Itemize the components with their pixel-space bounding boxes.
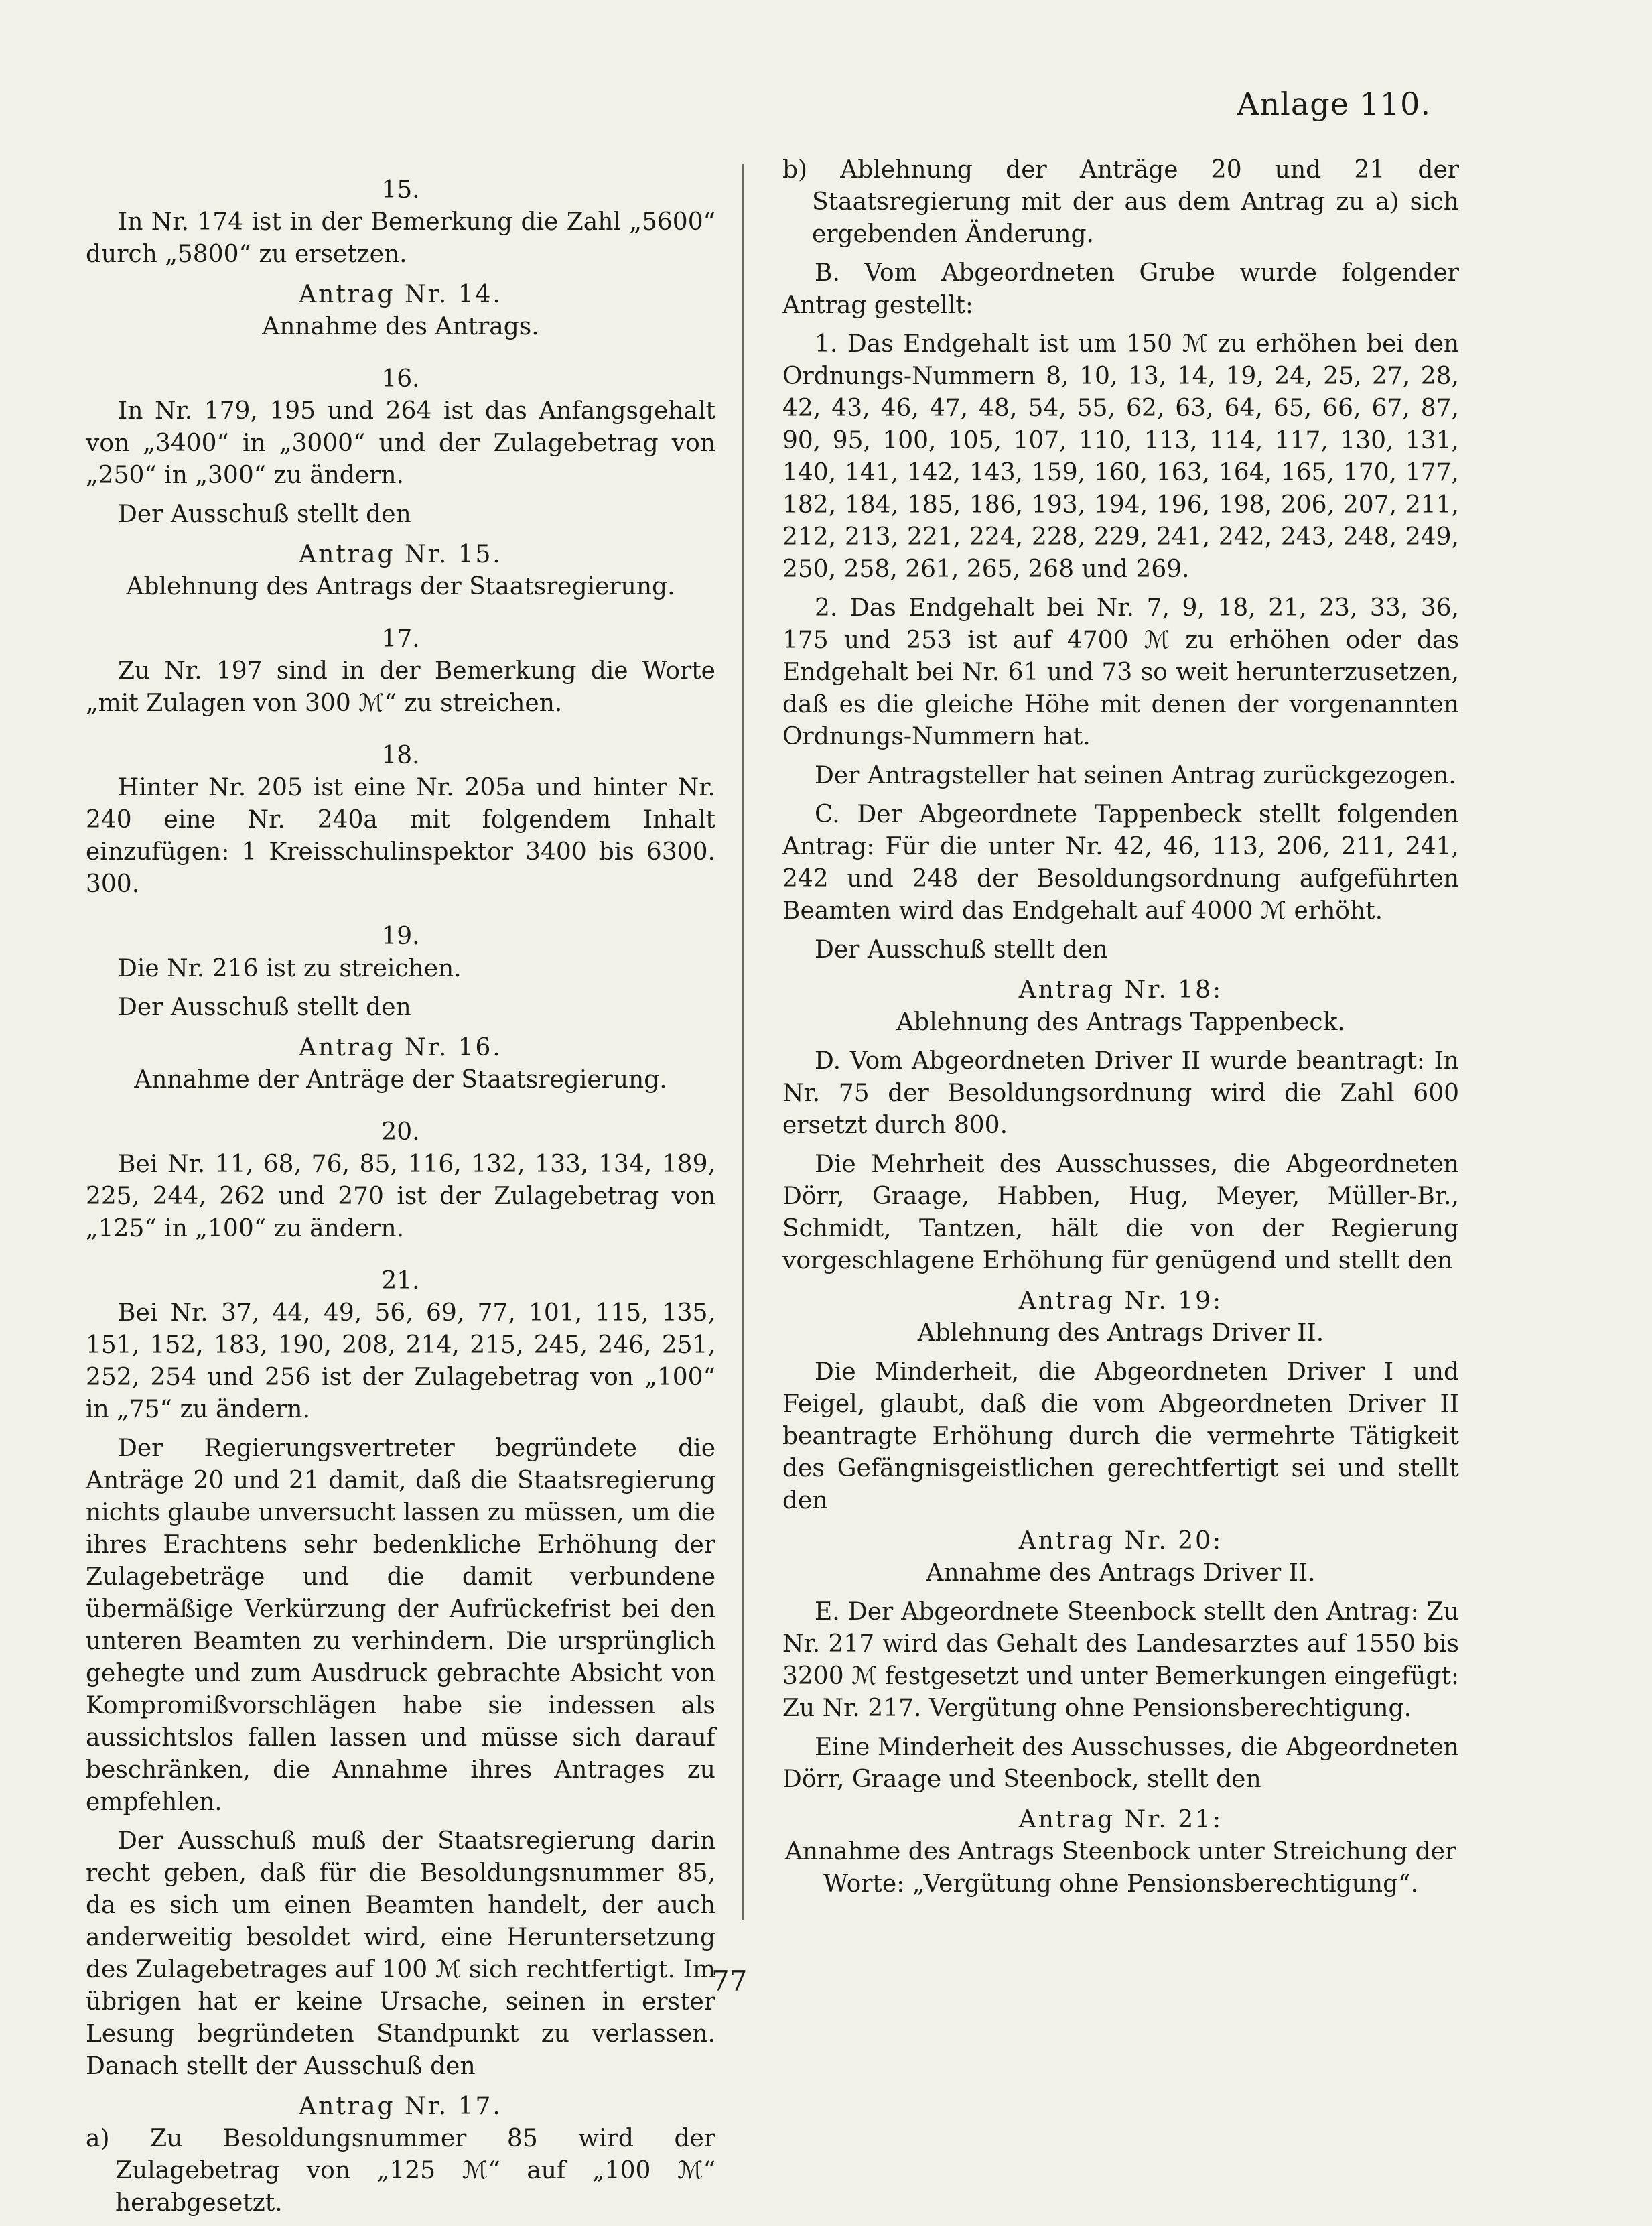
paragraph: Bei Nr. 11, 68, 76, 85, 116, 132, 133, 134, 189, 225, 244, 262 und 270 ist der Zulagebetrag von „125“ in „100“ zu ändern. xyxy=(86,1151,715,1242)
motion-heading: Antrag Nr. 16. xyxy=(299,1034,502,1061)
motion-heading: Antrag Nr. 19: xyxy=(1018,1287,1223,1315)
paragraph: In Nr. 174 ist in der Bemerkung die Zahl „5600“ durch „5800“ zu ersetzen. xyxy=(86,208,715,268)
paragraph: Bei Nr. 37, 44, 49, 56, 69, 77, 101, 115, 135, 151, 152, 183, 190, 208, 214, 215, 245, 246, 251, 252, 254 und 256 ist der Zulagebetrag von „100“ in „75“ zu ändern. xyxy=(86,1299,715,1423)
motion-text: Ablehnung des Antrags Driver II. xyxy=(917,1319,1324,1347)
paragraph: Die Nr. 216 ist zu streichen. xyxy=(118,955,462,982)
column-divider xyxy=(742,164,744,1920)
motion-text: Ablehnung des Antrags der Staatsregierung. xyxy=(126,573,675,600)
motion-heading: Antrag Nr. 17. xyxy=(299,2093,502,2120)
list-item: b) Ablehnung der Anträge 20 und 21 der Staatsregierung mit der aus dem Antrag zu a) sich ergebenden Änderung. xyxy=(782,156,1459,248)
paragraph: Hinter Nr. 205 ist eine Nr. 205a und hinter Nr. 240 eine Nr. 240a mit folgendem Inhalt einzufügen: 1 Kreisschulinspektor 3400 bis 6300. 300. xyxy=(86,774,715,898)
section-number: 17. xyxy=(381,625,420,653)
paragraph: Der Antragsteller hat seinen Antrag zurückgezogen. xyxy=(815,762,1456,789)
page-header: Anlage 110. xyxy=(1237,86,1431,122)
paragraph: Der Ausschuß stellt den xyxy=(815,936,1108,964)
paragraph: Die Mehrheit des Ausschusses, die Abgeordneten Dörr, Graage, Habben, Hug, Meyer, Müller-Br., Schmidt, Tantzen, hält die von der Regierung vorgeschlagene Erhöhung für genügend und stellt den xyxy=(782,1151,1459,1274)
motion-heading: Antrag Nr. 20: xyxy=(1018,1527,1223,1555)
motion-text: Annahme des Antrags Steenbock unter Streichung der Worte: „Vergütung ohne Pensionsberechtigung“. xyxy=(784,1838,1457,1898)
left-column xyxy=(86,154,715,2226)
motion-heading: Antrag Nr. 18: xyxy=(1018,976,1223,1004)
motion-text: Ablehnung des Antrags Tappenbeck. xyxy=(896,1008,1345,1036)
paragraph: E. Der Abgeordnete Steenbock stellt den Antrag: Zu Nr. 217 wird das Gehalt des Landesarztes auf 1550 bis 3200 ℳ festgesetzt und unter Bemerkungen eingefügt: Zu Nr. 217. Vergütung ohne Pensionsberechtigung. xyxy=(782,1598,1459,1722)
paragraph: Die Minderheit, die Abgeordneten Driver I und Feigel, glaubt, daß die vom Abgeordneten Driver II beantragte Erhöhung durch die vermehrte Tätigkeit des Gefängnisgeistlichen gerechtfertigt sei und stellt den xyxy=(782,1358,1459,1514)
section-number: 20. xyxy=(381,1118,420,1146)
paragraph: C. Der Abgeordnete Tappenbeck stellt folgenden Antrag: Für die unter Nr. 42, 46, 113, 206, 211, 241, 242 und 248 der Besoldungsordnung aufgeführten Beamten wird das Endgehalt auf 4000 ℳ erhöht. xyxy=(782,801,1459,925)
paragraph: Eine Minderheit des Ausschusses, die Abgeordneten Dörr, Graage und Steenbock, stellt den xyxy=(782,1733,1459,1793)
section-number: 19. xyxy=(381,923,420,950)
motion-heading: Antrag Nr. 14. xyxy=(299,281,502,308)
section-number: 18. xyxy=(381,742,420,769)
paragraph: Der Ausschuß stellt den xyxy=(118,994,411,1021)
paragraph: Zu Nr. 197 sind in der Bemerkung die Worte „mit Zulagen von 300 ℳ“ zu streichen. xyxy=(86,657,715,717)
section-number: 15. xyxy=(381,176,420,204)
paragraph: 2. Das Endgehalt bei Nr. 7, 9, 18, 21, 23, 33, 36, 175 und 253 ist auf 4700 ℳ zu erhöhen oder das Endgehalt bei Nr. 61 und 73 so weit herunterzusetzen, daß es die gleiche Höhe mit denen der vorgenannten Ordnungs-Nummern hat. xyxy=(782,594,1459,750)
motion-heading: Antrag Nr. 21: xyxy=(1018,1806,1223,1833)
paragraph: Der Regierungsvertreter begründete die Anträge 20 und 21 damit, daß die Staatsregierung nichts glaube unversucht lassen zu müssen, um die ihres Erachtens sehr bedenkliche Erhöhung der Zulagebeträge und die damit verbundene übermäßige Verkürzung der Aufrückefrist bei den unteren Beamten zu verhindern. Die ursprünglich gehegte und zum Ausdruck gebrachte Absicht von Kompromißvorschlägen habe sie indessen als aussichtslos fallen lassen und müsse sich darauf beschränken, die Annahme ihres Antrages zu empfehlen. xyxy=(86,1435,715,1816)
page-number: 77 xyxy=(711,1965,748,1998)
motion-heading: Antrag Nr. 15. xyxy=(299,541,502,568)
paragraph: In Nr. 179, 195 und 264 ist das Anfangsgehalt von „3400“ in „3000“ und der Zulagebetrag von „250“ in „300“ zu ändern. xyxy=(86,397,715,489)
section-number: 21. xyxy=(381,1267,420,1295)
motion-text: Annahme der Anträge der Staatsregierung. xyxy=(134,1066,667,1094)
right-column xyxy=(782,154,1459,1907)
list-item: a) Zu Besoldungsnummer 85 wird der Zulagebetrag von „125 ℳ“ auf „100 ℳ“ herabgesetzt. xyxy=(86,2125,715,2217)
paragraph: 1. Das Endgehalt ist um 150 ℳ zu erhöhen bei den Ordnungs-Nummern 8, 10, 13, 14, 19, 24, 25, 27, 28, 42, 43, 46, 47, 48, 54, 55, 62, 63, 64, 65, 66, 67, 87, 90, 95, 100, 105, 107, 110, 113, 114, 117, 130, 131, 140, 141, 142, 143, 159, 160, 163, 164, 165, 170, 177, 182, 184, 185, 186, 193, 194, 196, 198, 206, 207, 211, 212, 213, 221, 224, 228, 229, 241, 242, 243, 248, 249, 250, 258, 261, 265, 268 und 269. xyxy=(782,330,1459,583)
paragraph: Der Ausschuß muß der Staatsregierung darin recht geben, daß für die Besoldungsnummer 85, da es sich um einen Beamten handelt, der auch anderweitig besoldet wird, eine Heruntersetzung des Zulagebetrages auf 100 ℳ sich rechtfertigt. Im übrigen hat er keine Ursache, seinen in erster Lesung begründeten Standpunkt zu verlassen. Danach stellt der Ausschuß den xyxy=(86,1827,715,2080)
paragraph: Der Ausschuß stellt den xyxy=(118,501,411,528)
paragraph: D. Vom Abgeordneten Driver II wurde beantragt: In Nr. 75 der Besoldungsordnung wird die Zahl 600 ersetzt durch 800. xyxy=(782,1047,1459,1139)
section-number: 16. xyxy=(381,365,420,393)
paragraph: B. Vom Abgeordneten Grube wurde folgender Antrag gestellt: xyxy=(782,259,1459,319)
motion-text: Annahme des Antrags. xyxy=(262,313,539,340)
motion-text: Annahme des Antrags Driver II. xyxy=(926,1559,1316,1587)
